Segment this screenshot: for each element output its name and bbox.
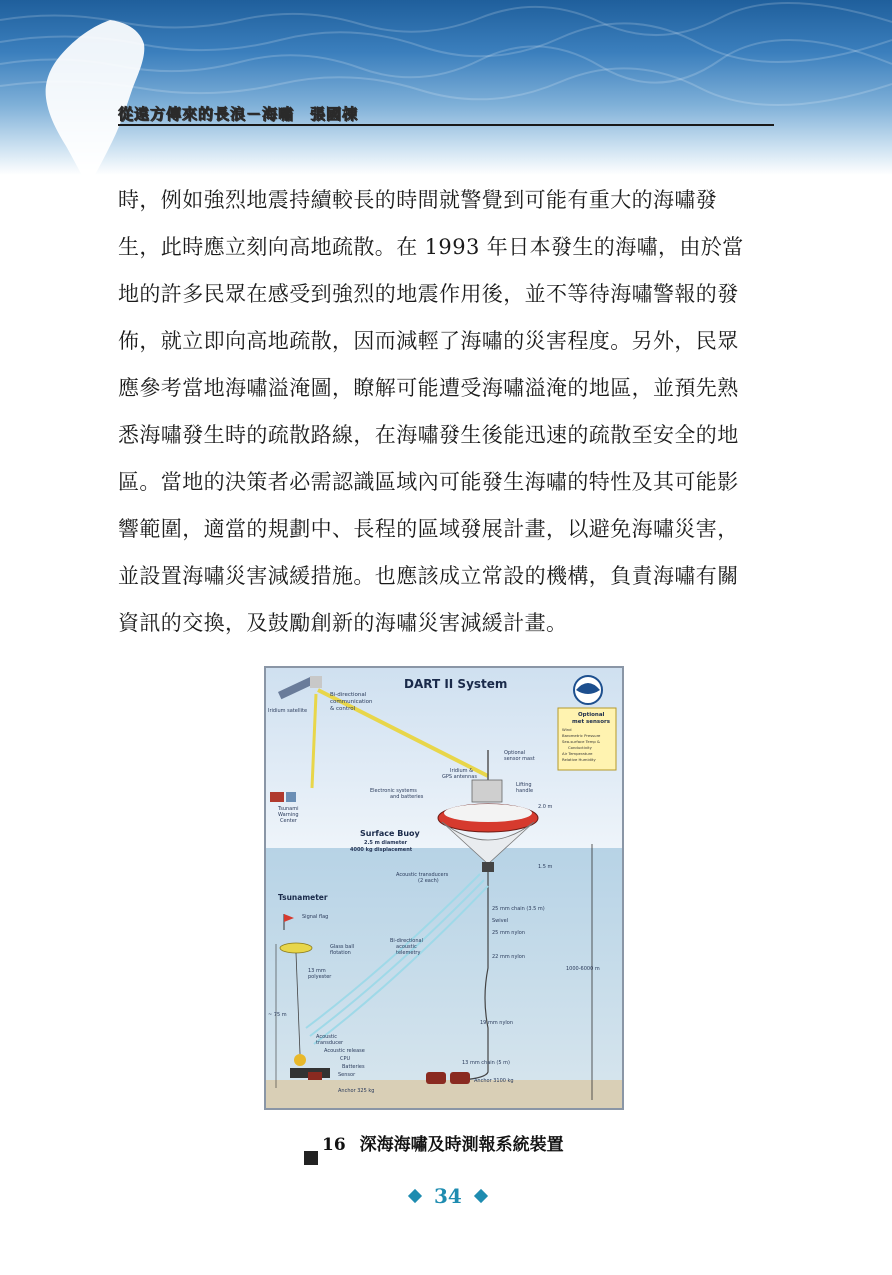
- body-line: 資訊的交換，及鼓勵創新的海嘯災害減緩計畫。: [118, 611, 568, 635]
- label-gps-1: Iridium &: [450, 768, 474, 774]
- body-line: 地的許多民眾在感受到強烈的地震作用後，並不等待海嘯警報的發: [118, 282, 739, 306]
- glass-ball-flotation: [280, 943, 312, 953]
- label-tsunameter: Tsunameter: [278, 893, 328, 902]
- label-mast-1: Optional: [504, 750, 526, 756]
- label-swivel: Swivel: [492, 918, 509, 924]
- diamond-left-icon: [408, 1189, 422, 1203]
- label-nylon-19: 19 mm nylon: [480, 1020, 514, 1026]
- label-bidir-acoustic-3: telemetry: [396, 950, 421, 956]
- body-line: 應參考當地海嘯溢淹圖，瞭解可能遭受海嘯溢淹的地區，並預先熟: [118, 376, 739, 400]
- caption-text: 深海海嘯及時測報系統裝置: [359, 1135, 564, 1155]
- label-cpu: CPU: [340, 1056, 351, 1062]
- label-nylon-25: 25 mm nylon: [492, 930, 526, 936]
- label-acoustic-2: (2 each): [418, 878, 439, 884]
- label-lifting-2: handle: [516, 788, 534, 794]
- label-gps-2: GPS antennas: [442, 774, 477, 780]
- label-comm-3: & control: [330, 706, 356, 712]
- body-line: 區。當地的決策者必需認識區域內可能發生海嘯的特性及其可能影: [118, 470, 739, 494]
- met-item: Conductivity: [568, 745, 592, 750]
- label-dim-75: ~ 75 m: [268, 1012, 287, 1018]
- body-line: 悉海嘯發生時的疏散路線，在海嘯發生後能迅速的疏散至安全的地: [118, 423, 739, 447]
- label-warning-1: Tsunami: [278, 806, 299, 812]
- label-acoustic-transducer-2: transducer: [316, 1040, 344, 1046]
- label-comm-2: communication: [330, 699, 373, 705]
- label-comm-1: Bi-directional: [330, 692, 367, 698]
- label-signal-flag: Signal flag: [302, 914, 329, 920]
- label-anchor-3100: Anchor 3100 kg: [474, 1078, 514, 1084]
- seafloor: [266, 1080, 622, 1108]
- warning-center-icon: [270, 792, 296, 802]
- label-surface-buoy: Surface Buoy: [360, 829, 420, 838]
- label-iridium-satellite: Iridium satellite: [268, 708, 308, 714]
- page-number-row: [396, 1184, 496, 1208]
- page-number: 34: [434, 1184, 462, 1208]
- dart-diagram: [266, 668, 622, 1108]
- label-glass-ball-1: Glass ball: [330, 944, 355, 950]
- met-item: Wind: [562, 727, 572, 732]
- label-chain-5: 13 mm chain (5 m): [462, 1060, 510, 1066]
- body-line: 時，例如強烈地震持續較長的時間就警覺到可能有重大的海嘯發: [118, 188, 718, 212]
- running-head: 從遠方傳來的長浪－海嘯 張國棟: [118, 105, 359, 123]
- figure-caption: [304, 1130, 564, 1165]
- label-sensor: Sensor: [338, 1072, 356, 1078]
- met-item: Barometric Pressure: [562, 733, 601, 738]
- label-acoustic-1: Acoustic transducers: [396, 872, 449, 878]
- met-title-2: met sensors: [572, 719, 610, 725]
- label-dim-2m: 2.0 m: [538, 804, 553, 810]
- label-electronic-1: Electronic systems: [370, 788, 417, 794]
- body-line: 並設置海嘯災害減緩措施。也應該成立常設的機構，負責海嘯有關: [118, 564, 739, 588]
- caption-number: 16: [322, 1135, 346, 1155]
- label-polyester-1: 13 mm: [308, 968, 326, 974]
- label-dim-1-5m: 1.5 m: [538, 864, 553, 870]
- body-line: 佈，就立即向高地疏散，因而減輕了海嘯的災害程度。另外，民眾: [118, 329, 739, 353]
- met-item: Relative Humidity: [562, 757, 596, 762]
- caption-prefix: [304, 1151, 318, 1165]
- label-warning-2: Warning: [278, 812, 299, 818]
- met-title-1: Optional: [578, 712, 605, 718]
- label-buoy-spec-2: 4000 kg displacement: [350, 847, 413, 853]
- met-item: Air Temperature: [562, 751, 593, 756]
- diamond-right-icon: [474, 1189, 488, 1203]
- label-nylon-22: 22 mm nylon: [492, 954, 526, 960]
- label-bidir-acoustic-1: Bi-directional: [390, 938, 423, 944]
- body-line: 響範圍，適當的規劃中、長程的區域發展計畫，以避免海嘯災害，: [118, 517, 739, 541]
- label-buoy-spec-1: 2.5 m diameter: [364, 840, 408, 846]
- label-warning-3: Center: [280, 818, 297, 824]
- label-polyester-2: polyester: [308, 974, 332, 980]
- label-electronic-2: and batteries: [390, 794, 424, 800]
- label-bidir-acoustic-2: acoustic: [396, 944, 417, 950]
- header-rule: [118, 124, 774, 126]
- noaa-logo-icon: [574, 676, 602, 704]
- body-line: 生，此時應立刻向高地疏散。在 1993 年日本發生的海嘯，由於當: [118, 235, 744, 259]
- label-chain-35: 25 mm chain (3.5 m): [492, 906, 545, 912]
- label-lifting-1: Lifting: [516, 782, 532, 788]
- label-glass-ball-2: flotation: [330, 950, 351, 956]
- dart-system-figure: [264, 666, 624, 1110]
- met-item: Sea-surface Temp &: [562, 739, 600, 744]
- figure-title: DART II System: [404, 677, 508, 691]
- label-acoustic-transducer-1: Acoustic: [316, 1034, 338, 1040]
- label-anchor-325: Anchor 325 kg: [338, 1088, 375, 1094]
- label-acoustic-release: Acoustic release: [324, 1048, 365, 1054]
- label-depth: 1000-6000 m: [566, 966, 600, 972]
- label-batteries: Batteries: [342, 1064, 365, 1070]
- label-mast-2: sensor mast: [504, 756, 535, 762]
- body-text: [118, 177, 778, 647]
